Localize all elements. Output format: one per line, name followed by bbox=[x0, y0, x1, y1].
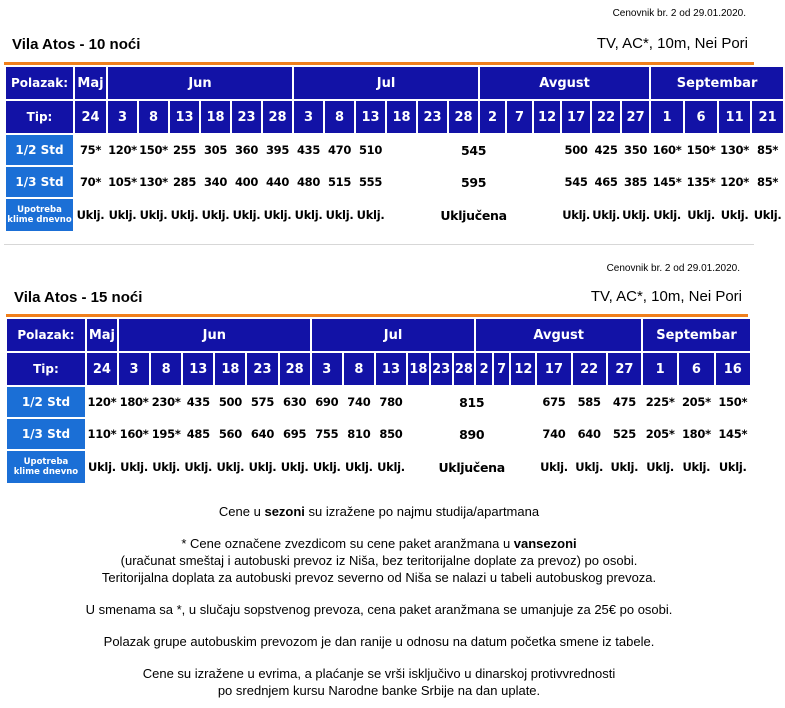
star-note-line2: (uračunat smeštaj i autobuski prevoz iz Niša, bez teritorijalne doplate za prevoz) po osobi. bbox=[120, 553, 638, 568]
date-cell: 8 bbox=[344, 353, 374, 385]
currency-note-line2: po srednjem kursu Narodne banke Srbije na dan uplate. bbox=[217, 683, 541, 698]
date-cell: 12 bbox=[511, 353, 535, 385]
type-header-label: Tip: bbox=[6, 101, 73, 133]
row-label-half-std: 1/2 Std bbox=[6, 135, 73, 165]
date-cell: 3 bbox=[294, 101, 323, 133]
price-cell: 395 bbox=[263, 135, 292, 165]
season-note-pre: Cene u bbox=[218, 504, 265, 519]
ac-label-line1: Upotreba bbox=[17, 205, 62, 215]
month-header-jul: Jul bbox=[312, 319, 475, 351]
ac-cell: Uklj. bbox=[119, 451, 149, 483]
price-cell: 740 bbox=[344, 387, 374, 417]
price-cell: 475 bbox=[608, 387, 641, 417]
month-header-jun: Jun bbox=[108, 67, 292, 99]
date-cell: 16 bbox=[716, 353, 750, 385]
date-cell: 7 bbox=[507, 101, 532, 133]
date-cell: 13 bbox=[170, 101, 199, 133]
date-cell: 18 bbox=[408, 353, 429, 385]
discount-note: U smenama sa *, u slučaju sopstvenog prevoza, cena paket aranžmana se umanjuje za 25€ po osobi. bbox=[85, 602, 673, 617]
price-cell: 145* bbox=[716, 419, 750, 449]
ac-cell: Uklj. bbox=[87, 451, 117, 483]
ac-cell: Uklj. bbox=[685, 199, 717, 231]
date-cell: 24 bbox=[75, 101, 106, 133]
price-cell: 640 bbox=[247, 419, 277, 449]
price-table-10-nights bbox=[4, 65, 785, 233]
date-cell: 7 bbox=[494, 353, 510, 385]
ac-cell: Uklj. bbox=[263, 199, 292, 231]
date-cell: 27 bbox=[608, 353, 641, 385]
price-cell: 485 bbox=[183, 419, 213, 449]
price-cell: 425 bbox=[592, 135, 620, 165]
departure-note: Polazak grupe autobuskim prevozom je dan ranije u odnosu na datum početka smene iz tabele. bbox=[103, 634, 655, 649]
row-label-third-std: 1/3 Std bbox=[7, 419, 85, 449]
date-cell: 28 bbox=[454, 353, 475, 385]
price-cell: 500 bbox=[562, 135, 590, 165]
date-cell: 2 bbox=[480, 101, 505, 133]
date-cell: 21 bbox=[752, 101, 783, 133]
price-cell: 205* bbox=[679, 387, 713, 417]
date-cell: 11 bbox=[719, 101, 750, 133]
date-cell: 3 bbox=[108, 101, 137, 133]
ac-cell: Uklj. bbox=[247, 451, 277, 483]
departure-header-label: Polazak: bbox=[7, 319, 85, 351]
date-cell: 8 bbox=[139, 101, 168, 133]
date-cell: 6 bbox=[685, 101, 717, 133]
price-cell: 560 bbox=[215, 419, 245, 449]
price-cell-merged: 815 bbox=[408, 387, 535, 417]
price-cell: 435 bbox=[183, 387, 213, 417]
ac-cell: Uklj. bbox=[232, 199, 261, 231]
ac-cell: Uklj. bbox=[170, 199, 199, 231]
date-cell: 13 bbox=[376, 353, 406, 385]
price-cell: 640 bbox=[573, 419, 606, 449]
ac-cell: Uklj. bbox=[183, 451, 213, 483]
row-label-half-std: 1/2 Std bbox=[7, 387, 85, 417]
price-cell: 575 bbox=[247, 387, 277, 417]
ac-cell: Uklj. bbox=[151, 451, 181, 483]
ac-cell: Uklj. bbox=[325, 199, 354, 231]
ac-cell: Uklj. bbox=[312, 451, 342, 483]
ac-cell: Uklj. bbox=[622, 199, 649, 231]
table-title: Vila Atos - 10 noći bbox=[12, 36, 141, 53]
date-cell: 8 bbox=[325, 101, 354, 133]
month-header-avgust: Avgust bbox=[480, 67, 649, 99]
section-divider bbox=[4, 244, 754, 245]
ac-cell: Uklj. bbox=[75, 199, 106, 231]
price-cell: 135* bbox=[685, 167, 717, 197]
date-cell: 28 bbox=[449, 101, 478, 133]
price-table-15-nights bbox=[5, 317, 752, 485]
date-cell: 23 bbox=[247, 353, 277, 385]
price-cell: 255 bbox=[170, 135, 199, 165]
ac-cell: Uklj. bbox=[651, 199, 683, 231]
price-cell: 120* bbox=[719, 167, 750, 197]
star-note bbox=[0, 535, 758, 552]
table-title: Vila Atos - 15 noći bbox=[14, 289, 143, 306]
star-note-pre: * Cene označene zvezdicom su cene paket aranžmana u bbox=[181, 536, 514, 551]
ac-cell: Uklj. bbox=[376, 451, 406, 483]
price-cell: 465 bbox=[592, 167, 620, 197]
ac-cell: Uklj. bbox=[592, 199, 620, 231]
ac-cell: Uklj. bbox=[562, 199, 590, 231]
star-note-bold: vansezoni bbox=[513, 536, 577, 551]
month-header-jun: Jun bbox=[119, 319, 310, 351]
ac-cell: Uklj. bbox=[608, 451, 641, 483]
date-cell: 23 bbox=[232, 101, 261, 133]
price-cell: 230* bbox=[151, 387, 181, 417]
price-cell: 110* bbox=[87, 419, 117, 449]
price-cell: 120* bbox=[108, 135, 137, 165]
price-cell: 480 bbox=[294, 167, 323, 197]
price-cell: 630 bbox=[280, 387, 310, 417]
date-cell: 24 bbox=[87, 353, 117, 385]
price-cell: 160* bbox=[119, 419, 149, 449]
date-cell: 1 bbox=[651, 101, 683, 133]
date-cell: 13 bbox=[183, 353, 213, 385]
ac-cell: Uklj. bbox=[752, 199, 783, 231]
price-cell: 435 bbox=[294, 135, 323, 165]
price-cell: 780 bbox=[376, 387, 406, 417]
price-cell: 160* bbox=[651, 135, 683, 165]
ac-cell: Uklj. bbox=[537, 451, 570, 483]
price-cell: 545 bbox=[562, 167, 590, 197]
notes-section bbox=[0, 503, 758, 699]
price-cell: 150* bbox=[139, 135, 168, 165]
row-label-third-std: 1/3 Std bbox=[6, 167, 73, 197]
date-cell: 28 bbox=[280, 353, 310, 385]
month-header-avgust: Avgust bbox=[476, 319, 641, 351]
date-cell: 8 bbox=[151, 353, 181, 385]
price-cell: 180* bbox=[119, 387, 149, 417]
price-cell: 305 bbox=[201, 135, 230, 165]
price-cell-merged: 595 bbox=[387, 167, 560, 197]
price-cell: 130* bbox=[719, 135, 750, 165]
month-header-maj: Maj bbox=[87, 319, 117, 351]
ac-cell: Uklj. bbox=[108, 199, 137, 231]
date-cell: 17 bbox=[562, 101, 590, 133]
ac-cell-merged: Uključena bbox=[387, 199, 560, 231]
price-cell: 225* bbox=[643, 387, 677, 417]
ac-label-line1: Upotreba bbox=[23, 457, 69, 467]
price-cell: 850 bbox=[376, 419, 406, 449]
currency-note-line1: Cene su izražene u evrima, a plaćanje se vrši isključivo u dinarskoj protivvrednosti bbox=[142, 666, 616, 681]
ac-label-line2: klime dnevno bbox=[13, 467, 79, 477]
season-note bbox=[0, 503, 758, 520]
pricelist-note: Cenovnik br. 2 od 29.01.2020. bbox=[612, 8, 746, 19]
price-cell: 150* bbox=[685, 135, 717, 165]
date-cell: 22 bbox=[592, 101, 620, 133]
features-text: TV, AC*, 10m, Nei Pori bbox=[590, 288, 742, 305]
price-cell: 555 bbox=[356, 167, 385, 197]
price-cell: 585 bbox=[573, 387, 606, 417]
date-cell: 2 bbox=[476, 353, 492, 385]
price-cell: 500 bbox=[215, 387, 245, 417]
ac-cell: Uklj. bbox=[139, 199, 168, 231]
price-cell: 70* bbox=[75, 167, 106, 197]
price-cell: 440 bbox=[263, 167, 292, 197]
date-cell: 13 bbox=[356, 101, 385, 133]
ac-row-label bbox=[6, 199, 73, 231]
ac-cell: Uklj. bbox=[294, 199, 323, 231]
features-text: TV, AC*, 10m, Nei Pori bbox=[596, 35, 748, 52]
price-cell: 105* bbox=[108, 167, 137, 197]
date-cell: 6 bbox=[679, 353, 713, 385]
date-cell: 28 bbox=[263, 101, 292, 133]
date-cell: 23 bbox=[431, 353, 452, 385]
ac-cell: Uklj. bbox=[356, 199, 385, 231]
price-cell: 350 bbox=[622, 135, 649, 165]
ac-cell: Uklj. bbox=[643, 451, 677, 483]
price-cell: 120* bbox=[87, 387, 117, 417]
price-cell: 385 bbox=[622, 167, 649, 197]
ac-cell: Uklj. bbox=[201, 199, 230, 231]
month-header-jul: Jul bbox=[294, 67, 478, 99]
ac-cell: Uklj. bbox=[573, 451, 606, 483]
price-cell: 85* bbox=[752, 167, 783, 197]
ac-cell: Uklj. bbox=[215, 451, 245, 483]
price-cell: 145* bbox=[651, 167, 683, 197]
pricelist-note: Cenovnik br. 2 od 29.01.2020. bbox=[606, 263, 740, 274]
date-cell: 3 bbox=[312, 353, 342, 385]
ac-cell: Uklj. bbox=[344, 451, 374, 483]
price-cell: 75* bbox=[75, 135, 106, 165]
price-cell: 130* bbox=[139, 167, 168, 197]
ac-cell: Uklj. bbox=[716, 451, 750, 483]
season-note-post: su izražene po najmu studija/apartmana bbox=[304, 504, 540, 519]
month-header-septembar: Septembar bbox=[651, 67, 783, 99]
price-cell: 85* bbox=[752, 135, 783, 165]
date-cell: 3 bbox=[119, 353, 149, 385]
price-cell: 810 bbox=[344, 419, 374, 449]
month-header-maj: Maj bbox=[75, 67, 106, 99]
ac-cell: Uklj. bbox=[280, 451, 310, 483]
date-cell: 18 bbox=[387, 101, 416, 133]
price-cell: 205* bbox=[643, 419, 677, 449]
ac-cell: Uklj. bbox=[719, 199, 750, 231]
price-cell: 695 bbox=[280, 419, 310, 449]
departure-header-label: Polazak: bbox=[6, 67, 73, 99]
ac-label-line2: klime dnevno bbox=[7, 215, 72, 225]
price-cell: 285 bbox=[170, 167, 199, 197]
price-cell: 400 bbox=[232, 167, 261, 197]
price-cell: 690 bbox=[312, 387, 342, 417]
price-cell-merged: 545 bbox=[387, 135, 560, 165]
price-cell: 340 bbox=[201, 167, 230, 197]
price-cell: 180* bbox=[679, 419, 713, 449]
date-cell: 17 bbox=[537, 353, 570, 385]
star-note-line3: Teritorijalna doplata za autobuski prevoz severno od Niša se nalazi u tabeli autobuskog prevoza. bbox=[101, 570, 657, 585]
date-cell: 22 bbox=[573, 353, 606, 385]
ac-cell-merged: Uključena bbox=[408, 451, 535, 483]
price-cell: 515 bbox=[325, 167, 354, 197]
price-cell: 510 bbox=[356, 135, 385, 165]
price-cell: 675 bbox=[537, 387, 570, 417]
type-header-label: Tip: bbox=[7, 353, 85, 385]
price-cell: 150* bbox=[716, 387, 750, 417]
price-cell: 740 bbox=[537, 419, 570, 449]
month-header-septembar: Septembar bbox=[643, 319, 750, 351]
price-cell: 525 bbox=[608, 419, 641, 449]
ac-row-label bbox=[7, 451, 85, 483]
date-cell: 27 bbox=[622, 101, 649, 133]
price-cell-merged: 890 bbox=[408, 419, 535, 449]
date-cell: 18 bbox=[215, 353, 245, 385]
price-cell: 755 bbox=[312, 419, 342, 449]
date-cell: 1 bbox=[643, 353, 677, 385]
price-cell: 470 bbox=[325, 135, 354, 165]
date-cell: 23 bbox=[418, 101, 447, 133]
season-note-bold: sezoni bbox=[264, 504, 305, 519]
date-cell: 12 bbox=[534, 101, 560, 133]
price-cell: 360 bbox=[232, 135, 261, 165]
ac-cell: Uklj. bbox=[679, 451, 713, 483]
date-cell: 18 bbox=[201, 101, 230, 133]
price-cell: 195* bbox=[151, 419, 181, 449]
